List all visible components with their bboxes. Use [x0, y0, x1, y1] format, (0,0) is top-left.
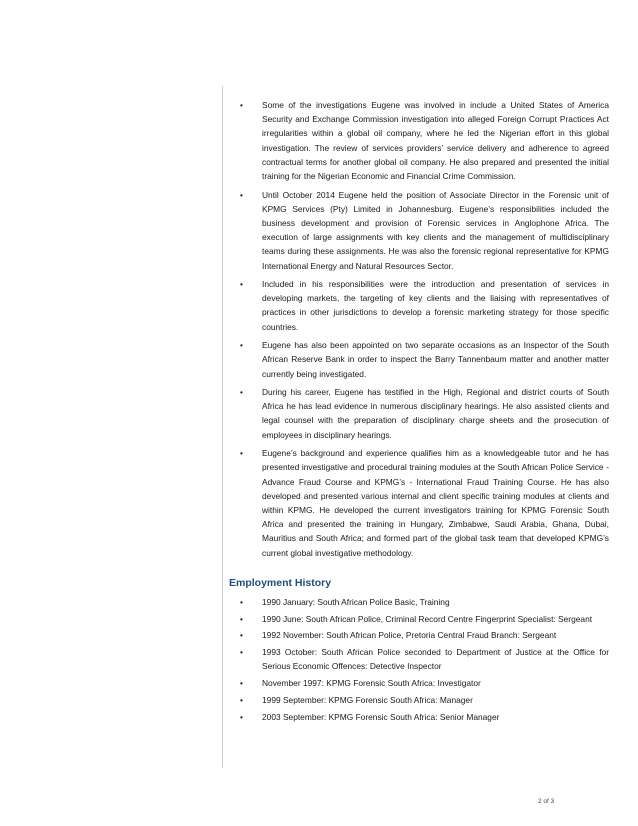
- employment-history-list: [229, 595, 609, 724]
- bullet-icon: •: [240, 647, 243, 658]
- list-item-text: 1990 June: South African Police, Criminal Record Centre Fingerprint Specialist: Sergeant: [262, 613, 593, 624]
- list-item: [229, 338, 609, 381]
- document-body: [229, 98, 609, 727]
- margin-rule: [222, 86, 223, 768]
- bullet-icon: •: [240, 279, 243, 290]
- list-item-text: 2003 September: KPMG Forensic South Africa: Senior Manager: [262, 711, 500, 722]
- list-item: [229, 595, 609, 609]
- list-item: [229, 385, 609, 442]
- list-item: [229, 645, 609, 673]
- list-item: [229, 446, 609, 560]
- list-item-text: During his career, Eugene has testified in the High, Regional and district courts of South Africa he has lead evidence in numerous disciplinary hearings. He also assisted clients and legal counsel with the preparation of disciplinary charge sheets and the prosecution of employees in disciplinary hearings.: [262, 387, 609, 440]
- list-item-text: Included in his responsibilities were the introduction and presentation of services in developing markets, the targeting of key clients and the liaising with representatives of practices in other jurisdictions to develop a forensic marketing strategy for those specific countries.: [262, 279, 609, 332]
- list-item-text: Some of the investigations Eugene was involved in include a United States of America Security and Exchange Commission investigation into alleged Foreign Corrupt Practices Act irregularities within a global oil company, where he led the Nigerian effort in this global investigation. The review of services providers’ service delivery and adherence to agreed contractual terms for another global oil company. He also prepared and presented the initial training for the Nigerian Economic and Financial Crime Commission.: [262, 100, 609, 182]
- bullet-icon: •: [240, 387, 243, 398]
- bullet-icon: •: [240, 340, 243, 351]
- list-item: [229, 693, 609, 707]
- bullet-icon: •: [240, 100, 243, 110]
- list-item-text: Eugene’s background and experience qualifies him as a knowledgeable tutor and he has presented investigative and procedural training modules at the South African Police Service - Advance Fraud Course and KPMG’s - International Fraud Training Course. He has also developed and presented various internal and client specific training modules at clients and within KPMG. He developed the current investigators training for KPMG Forensic South Africa and presented the training in Hungary, Zimbabwe, Saudi Arabia, Ghana, Dubai, Mauritius and South Africa; and formed part of the global task team that developed KPMG’s current global investigative methodology.: [262, 448, 609, 558]
- bullet-icon: •: [240, 711, 243, 722]
- list-item: [229, 98, 609, 183]
- employment-history-heading: Employment History: [229, 576, 332, 589]
- list-item: [229, 612, 609, 626]
- bullet-icon: •: [240, 448, 243, 459]
- bullet-icon: •: [240, 678, 243, 689]
- list-item-text: November 1997: KPMG Forensic South Africa: Investigator: [262, 678, 481, 689]
- list-item: [229, 710, 609, 724]
- list-item-text: 1990 January: South African Police Basic, Training: [262, 596, 450, 607]
- list-item-text: 1992 November: South African Police, Pretoria Central Fraud Branch: Sergeant: [262, 630, 557, 641]
- bullet-icon: •: [240, 613, 243, 624]
- bullet-icon: •: [240, 630, 243, 641]
- list-item: [229, 676, 609, 690]
- page-number: 2 of 3: [538, 798, 555, 805]
- list-item-text: 1999 September: KPMG Forensic South Africa: Manager: [262, 694, 473, 705]
- bullet-icon: •: [240, 694, 243, 705]
- bullet-icon: •: [240, 189, 243, 200]
- list-item-text: Eugene has also been appointed on two separate occasions as an Inspector of the South African Reserve Bank in order to inspect the Barry Tannenbaum matter and another matter currently being investigated.: [262, 340, 609, 379]
- list-item: [229, 628, 609, 642]
- list-item-text: 1993 October: South African Police seconded to Department of Justice at the Office for Serious Economic Offences: Detective Inspector: [262, 647, 609, 672]
- list-item: [229, 277, 609, 334]
- experience-list: [229, 98, 609, 560]
- list-item: [229, 188, 609, 273]
- bullet-icon: •: [240, 596, 243, 607]
- list-item-text: Until October 2014 Eugene held the position of Associate Director in the Forensic unit of KPMG Services (Pty) Limited in Johannesburg. Eugene’s responsibilities included the business development and provision of Forensic services in Anglophone Africa. The execution of large assignments with key clients and the management of multidisciplinary teams during these assignments. He was also the forensic regional representative for KPMG International Energy and Natural Resources Sector.: [262, 189, 609, 271]
